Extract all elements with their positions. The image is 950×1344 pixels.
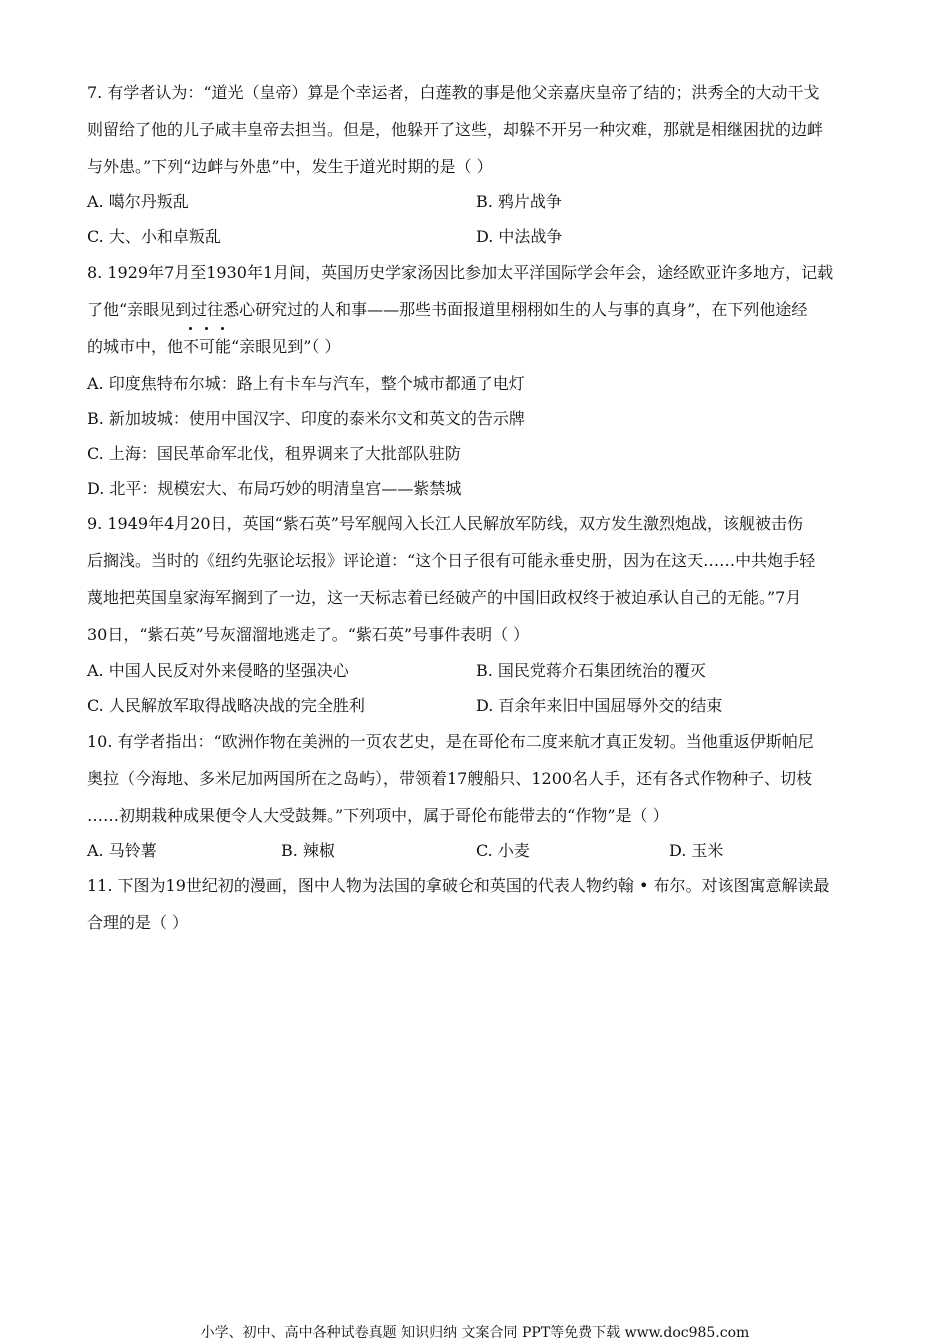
q11-stem-line-1: 11. 下图为19世纪初的漫画，图中人物为法国的拿破仑和英国的代表人物约翰 • 布尔。对该图寓意解读最	[87, 876, 830, 895]
q8-stem-line-2: 了他“亲眼见到过往悉心研究过的人和事——那些书面报道里栩栩如生的人与事的真身”，在下列他途经	[87, 300, 808, 319]
q8-stem-line-1: 8. 1929年7月至1930年1月间，英国历史学家汤因比参加太平洋国际学会年会，途经欧亚许多地方，记载	[87, 263, 834, 282]
q9-option-d: D. 百余年来旧中国屈辱外交的结束	[476, 696, 723, 715]
page-footer: 小学、初中、高中各种试卷真题 知识归纳 文案合同 PPT等免费下载 www.doc985.com	[200, 1325, 750, 1341]
q10-stem-line-1: 10. 有学者指出：“欧洲作物在美洲的一页农艺史，是在哥伦布二度来航才真正发轫。当他重返伊斯帕尼	[87, 732, 814, 751]
q7-option-d: D. 中法战争	[476, 227, 563, 246]
q9-option-c: C. 人民解放军取得战略决战的完全胜利	[87, 696, 365, 715]
q9-option-a: A. 中国人民反对外来侵略的坚强决心	[87, 661, 349, 680]
q7-stem-line-3: 与外患。”下列“边衅与外患”中，发生于道光时期的是（ ）	[87, 157, 493, 176]
emphasis-dot	[221, 327, 224, 330]
q10-option-a: A. 马铃薯	[87, 841, 157, 860]
q7-option-b: B. 鸦片战争	[476, 192, 562, 211]
emphasis-dot	[205, 327, 208, 330]
q10-option-b: B. 辣椒	[281, 841, 335, 860]
q10-option-c: C. 小麦	[476, 841, 530, 860]
q8-stem-line-3	[87, 337, 340, 357]
q10-stem-line-2: 奥拉（今海地、多米尼加两国所在之岛屿），带领着17艘船只、1200名人手，还有各式作物种子、切枝	[87, 769, 813, 788]
q9-option-b: B. 国民党蒋介石集团统治的覆灭	[476, 661, 706, 680]
q8-stem-line-3-pre: 的城市中，他	[87, 337, 184, 356]
q9-stem-line-3: 蔑地把英国皇家海军搁到了一边，这一天标志着已经破产的中国旧政权终于被迫承认自己的无能。”7月	[87, 588, 802, 607]
q11-stem-line-2: 合理的是（ ）	[87, 913, 189, 932]
emphasis-dot	[189, 327, 192, 330]
q7-stem-line-2: 则留给了他的儿子咸丰皇帝去担当。但是，他躲开了这些，却躲不开另一种灾难，那就是相继困扰的边衅	[87, 120, 824, 139]
q10-option-d: D. 玉米	[669, 841, 724, 860]
q7-option-c: C. 大、小和卓叛乱	[87, 227, 221, 246]
q9-stem-line-4: 30日，“紫石英”号灰溜溜地逃走了。“紫石英”号事件表明（ ）	[87, 625, 530, 644]
q8-option-b: B. 新加坡城：使用中国汉字、印度的泰米尔文和英文的告示牌	[87, 409, 525, 428]
q8-emphasis-text: 不可能	[183, 337, 232, 356]
q7-option-a: A. 噶尔丹叛乱	[87, 192, 189, 211]
q7-stem-line-1: 7. 有学者认为：“道光（皇帝）算是个幸运者，白莲教的事是他父亲嘉庆皇帝了结的；洪秀全的大动干戈	[87, 83, 820, 102]
q9-stem-line-1: 9. 1949年4月20日，英国“紫石英”号军舰闯入长江人民解放军防线，双方发生激烈炮战，该舰被击伤	[87, 514, 803, 533]
q8-option-a: A. 印度焦特布尔城：路上有卡车与汽车，整个城市都通了电灯	[87, 374, 525, 393]
q8-option-c: C. 上海：国民革命军北伐，租界调来了大批部队驻防	[87, 444, 461, 463]
q8-stem-line-3-post: “亲眼见到”（ ）	[231, 337, 341, 356]
q8-option-d: D. 北平：规模宏大、布局巧妙的明清皇宫——紫禁城	[87, 479, 462, 498]
q10-stem-line-3: ……初期栽种成果便令人大受鼓舞。”下列项中，属于哥伦布能带去的“作物”是（ ）	[87, 806, 669, 825]
q9-stem-line-2: 后搁浅。当时的《纽约先驱论坛报》评论道：“这个日子很有可能永垂史册，因为在这天……中共炮手轻	[87, 551, 816, 570]
q8-emphasis-word	[183, 337, 231, 357]
